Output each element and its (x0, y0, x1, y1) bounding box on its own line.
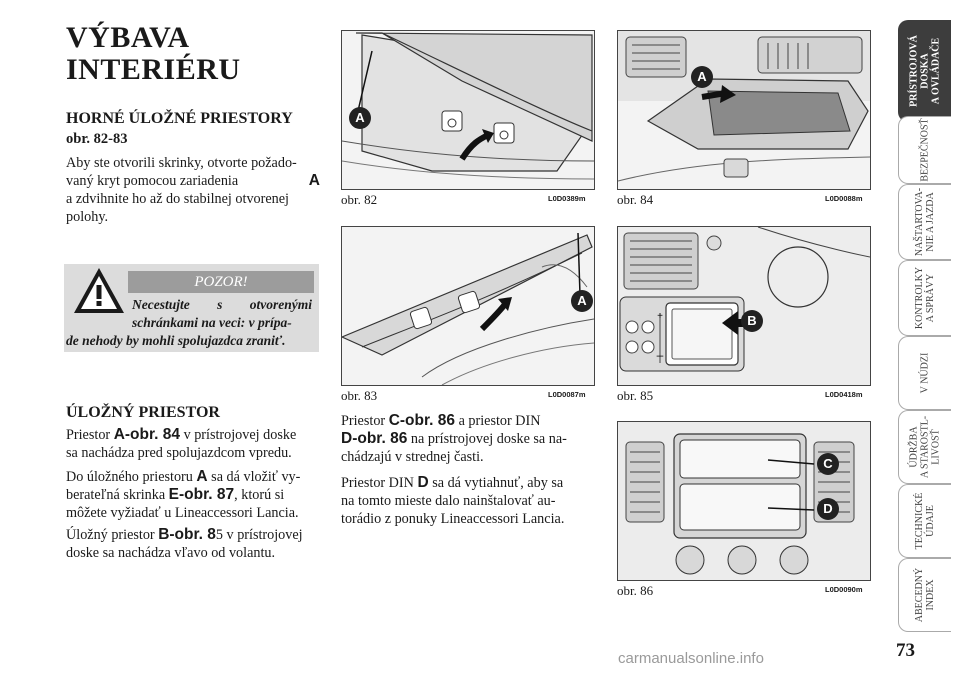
upper-line-1: Aby ste otvorili skrinky, otvorte požado- (66, 155, 297, 171)
title-line-1: VÝBAVA (66, 21, 190, 54)
figure-86-marker-d: D (817, 498, 839, 520)
figure-85-illustration (617, 226, 871, 386)
figure-83-caption: obr. 83 (341, 388, 378, 403)
warning-label: POZOR! (128, 271, 314, 293)
tab-kontrolky-a-spravy[interactable]: KONTROLKY A SPRÁVY (898, 260, 951, 336)
figure-83-illustration (341, 226, 595, 386)
figure-82-marker: A (349, 107, 371, 129)
tab-abecedny-index[interactable]: ABECEDNÝ INDEX (898, 558, 951, 632)
storage-paragraph-3: Úložný priestor B-obr. 85 v prístrojovej doske sa nachádza vľavo od volantu. (66, 526, 303, 561)
warning-line-2: schránkami na veci: v prípa- (132, 315, 292, 330)
tab-nastartovanie-a-jazda[interactable]: NAŠTARTOVA- NIE A JAZDA (898, 184, 951, 260)
figure-86-caption: obr. 86 (617, 583, 654, 598)
figure-85-code: L0D0418m (825, 390, 863, 399)
figure-86-code: L0D0090m (825, 585, 863, 594)
figure-85-marker: B (741, 310, 763, 332)
figure-82-illustration (341, 30, 595, 190)
watermark-text: carmanualsonline.info (618, 650, 764, 667)
upper-bold-letter: A (308, 172, 320, 189)
middle-paragraph-1: Priestor C-obr. 86 a priestor DIN D-obr. 86 na prístrojovej doske sa na- chádzajú v strednej časti. (341, 412, 567, 465)
upper-line-4: polohy. (66, 209, 109, 225)
upper-line-2: vaný kryt pomocou zariadenia (66, 173, 239, 189)
svg-text:+: + (657, 311, 663, 322)
middle-paragraph-2: Priestor DIN D sa dá vytiahnuť, aby sa na tomto mieste dalo nainštalovať au- torádio z ponuky Lineaccessori Lancia. (341, 474, 565, 527)
figure-86-marker-c: C (817, 453, 839, 475)
figure-83-code: L0D0087m (548, 390, 586, 399)
storage-paragraph-2: Do úložného priestoru A sa dá vložiť vy- berateľná skrinka E-obr. 87, ktorú si môžete vyžiadať u Lineaccessori Lancia. (66, 468, 301, 521)
figure-84-marker: A (691, 66, 713, 88)
title-line-2: INTERIÉRU (66, 53, 241, 86)
page-title (66, 22, 241, 86)
tab-technicke-udaje[interactable]: TECHNICKÉ ÚDAJE (898, 484, 951, 558)
figure-83-marker: A (571, 290, 593, 312)
upper-line-3: a zdvihnite ho až do stabilnej otvorenej (66, 191, 289, 207)
tab-udrzba-a-starostlivost[interactable]: ÚDRŽBA A STAROSTL- LIVOSŤ (898, 410, 951, 484)
section-heading-upper: HORNÉ ÚLOŽNÉ PRIESTORY (66, 110, 293, 127)
figure-85-caption: obr. 85 (617, 388, 654, 403)
page-number: 73 (896, 640, 915, 661)
svg-text:–: – (656, 348, 664, 362)
figure-84-caption: obr. 84 (617, 192, 654, 207)
tab-bezpecnost[interactable]: BEZPEČNOSŤ (898, 116, 951, 184)
warning-line-3: de nehody by mohli spolujazdca zraniť. (66, 333, 286, 348)
section-ref-upper: obr. 82-83 (66, 131, 128, 147)
upper-paragraph (66, 154, 320, 226)
figure-84-illustration (617, 30, 871, 190)
storage-paragraph-1: Priestor A-obr. 84 v prístrojovej doske sa nachádza pred spolujazdcom vpredu. (66, 426, 297, 461)
figure-84-code: L0D0088m (825, 194, 863, 203)
tab-pristrojova-doska[interactable]: PRÍSTROJOVÁ DOSKA A OVLÁDAČE (898, 20, 951, 122)
section-heading-storage: ÚLOŽNÝ PRIESTOR (66, 404, 220, 421)
figure-82-code: L0D0389m (548, 194, 586, 203)
warning-triangle-icon (72, 266, 126, 316)
warning-line-1: Necestujte s otvorenými (132, 297, 312, 312)
tab-v-nudzi[interactable]: V NÚDZI (898, 336, 951, 410)
figure-82-caption: obr. 82 (341, 192, 378, 207)
